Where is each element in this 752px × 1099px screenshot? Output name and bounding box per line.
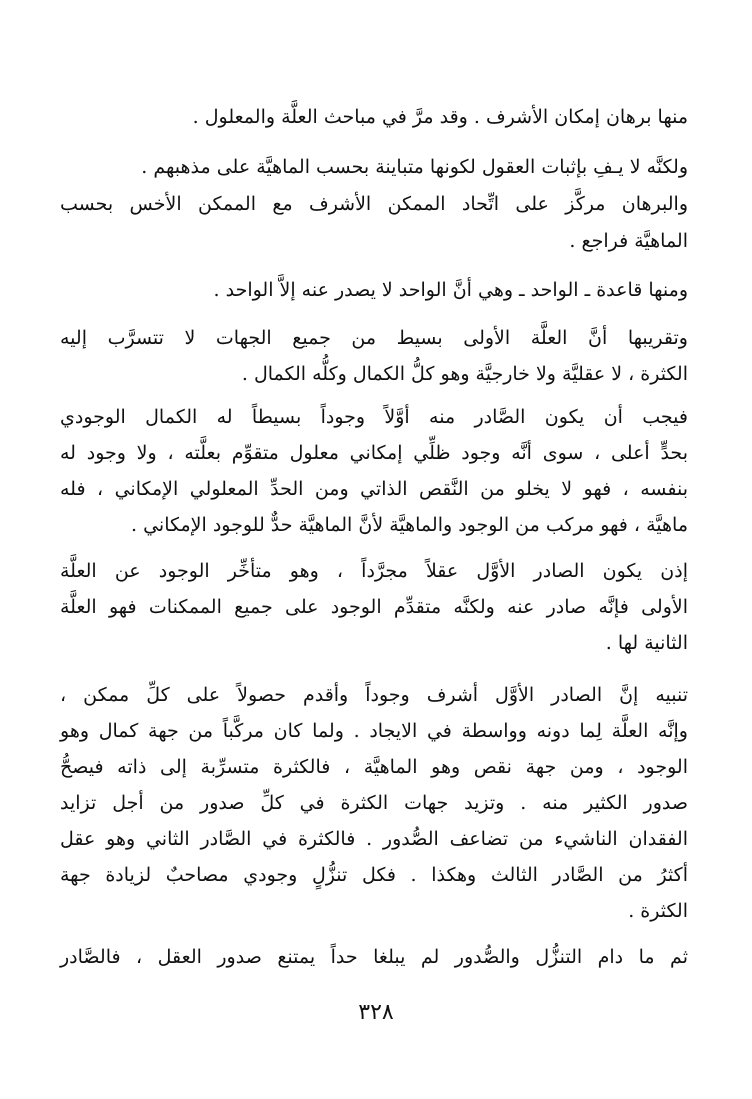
text-line-3: والبرهان مركَّز على اتِّحاد الممكن الأشرف مع الممكن الأخس بحسب [60,193,688,215]
text-line-11: ماهيَّة ، فهو مركب من الوجود والماهيَّة لأنَّ الماهيَّة حدٌّ للوجود الإمكاني . [131,514,688,536]
text-line-1: منها برهان إمكان الأشرف . وقد مرَّ في مباحث العلَّة والمعلول . [192,106,688,128]
text-line-17: الوجود ، ومن جهة نقص وهو الماهيَّة ، فالكثرة متسرِّبة إلى ذاته فيصحُّ [60,756,688,778]
text-line-15: تنبيه إنَّ الصادر الأوَّل أشرف وجوداً وأقدم حصولاً على كلِّ ممكن ، [60,684,688,706]
text-line-18: صدور الكثير منه . وتزيد جهات الكثرة في كلِّ صدور من أجل تزايد [60,792,688,814]
text-line-4: الماهيَّة فراجع . [569,230,688,252]
text-line-20: أكثرُ من الصَّادر الثالث وهكذا . فكل تنزُّلٍ وجودي مصاحبٌ لزيادة جهة [60,864,688,886]
text-line-9: بحدٍّ أعلى ، سوى أنَّه وجود ظلِّي إمكاني معلول متقوِّم بعلَّته ، ولا وجود له [60,442,688,464]
page-number: ٣٢٨ [358,1000,394,1025]
text-line-13: الأولى فإنَّه صادر عنه ولكنَّه متقدِّم الوجود على جميع الممكنات فهو العلَّة [60,596,688,618]
text-line-14: الثانية لها . [605,632,688,654]
text-line-21: الكثرة . [628,900,688,922]
text-line-6: وتقريبها أنَّ العلَّة الأولى بسيط من جميع الجهات لا تتسرَّب إليه [60,327,688,349]
text-line-8: فيجب أن يكون الصَّادر منه أوَّلاً وجوداً بسيطاً له الكمال الوجودي [60,406,688,428]
text-line-22: ثم ما دام التنزُّل والصُّدور لم يبلغا حداً يمتنع صدور العقل ، فالصَّادر [60,946,688,968]
text-line-10: بنفسه ، فهو لا يخلو من النَّقص الذاتي ومن الحدِّ المعلولي الإمكاني ، فله [60,478,688,500]
text-line-7: الكثرة ، لا عقليَّة ولا خارجيَّة وهو كلُّ الكمال وكلُّه الكمال . [241,363,688,385]
text-line-2: ولكنَّه لا يـفِ بإثبات العقول لكونها متباينة بحسب الماهيَّة على مذهبهم . [141,156,688,178]
text-line-5: ومنها قاعدة ـ الواحد ـ وهي أنَّ الواحد لا يصدر عنه إلاَّ الواحد . [213,279,688,301]
text-line-12: إذن يكون الصادر الأوَّل عقلاً مجرَّداً ، وهو متأخِّر الوجود عن العلَّة [60,560,688,582]
text-line-16: وإنَّه العلَّة لِما دونه وواسطة في الايجاد . ولما كان مركَّباً من جهة كمال وهو [60,720,688,742]
text-line-19: الفقدان الناشيء من تضاعف الصُّدور . فالكثرة في الصَّادر الثاني وهو عقل [60,828,688,850]
